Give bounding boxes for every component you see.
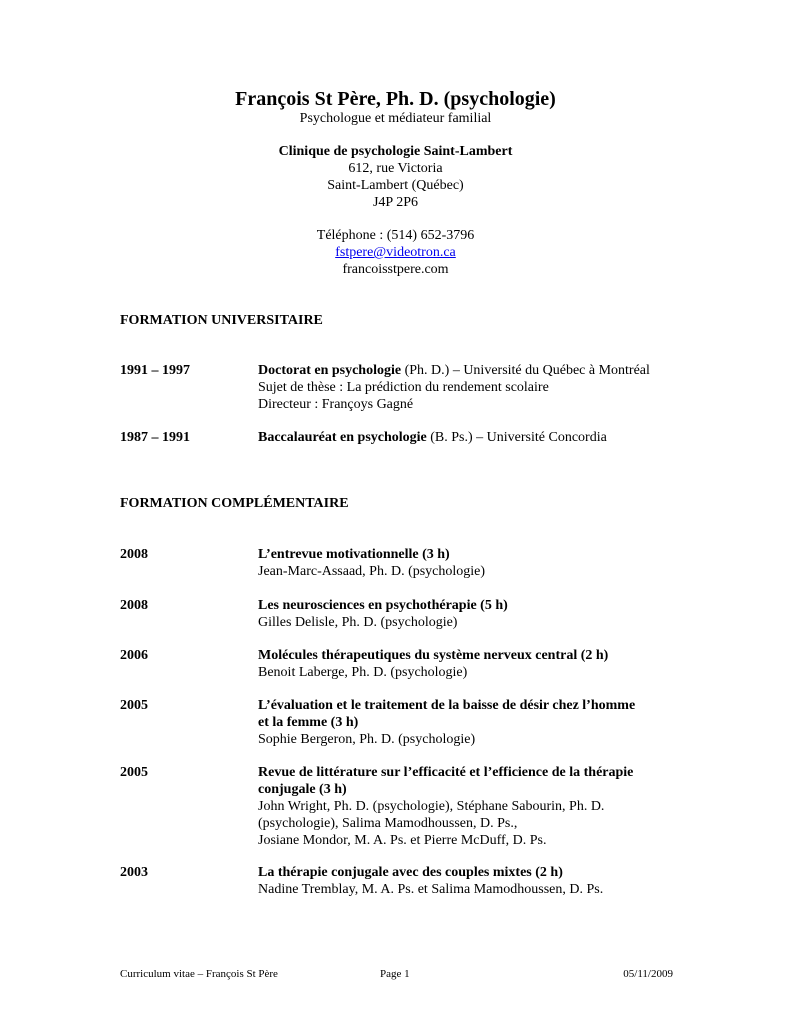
training-title: Molécules thérapeutiques du système nerveux central (2 h) xyxy=(258,648,609,663)
entry-description xyxy=(258,546,668,580)
training-instructor: Jean-Marc-Assaad, Ph. D. (psychologie) xyxy=(258,564,486,579)
training-instructor: Benoit Laberge, Ph. D. (psychologie) xyxy=(258,665,468,680)
clinic-name: Clinique de psychologie Saint-Lambert xyxy=(278,144,513,159)
entry-date: 2008 xyxy=(120,598,148,613)
training-title-line: conjugale (3 h) xyxy=(258,782,347,797)
footer-doc-title: Curriculum vitae – François St Père xyxy=(120,968,278,980)
section-heading-formation-universitaire: FORMATION UNIVERSITAIRE xyxy=(120,313,323,328)
degree-detail: (Ph. D.) – Université du Québec à Montréal xyxy=(401,363,650,378)
entry-date: 2006 xyxy=(120,648,148,663)
entry-date: 1987 – 1991 xyxy=(120,430,190,445)
clinic-postal: J4P 2P6 xyxy=(372,195,418,210)
degree-title: Baccalauréat en psychologie xyxy=(258,430,427,445)
cv-name: François St Père, Ph. D. (psychologie) xyxy=(235,88,556,110)
email-link[interactable]: fstpere@videotron.ca xyxy=(335,245,456,260)
website: francoisstpere.com xyxy=(342,262,449,277)
footer-date: 05/11/2009 xyxy=(623,968,673,980)
entry-description xyxy=(258,864,668,898)
entry-description xyxy=(258,362,668,413)
entry-description xyxy=(258,429,668,446)
section-heading-formation-complementaire: FORMATION COMPLÉMENTAIRE xyxy=(120,496,349,511)
entry-date: 2005 xyxy=(120,765,148,780)
training-title-line: et la femme (3 h) xyxy=(258,715,359,730)
training-instructor-line: (psychologie), Salima Mamodhoussen, D. Ps., xyxy=(258,816,518,831)
training-instructor-line: John Wright, Ph. D. (psychologie), Stéphane Sabourin, Ph. D. xyxy=(258,799,605,814)
training-title-line: L’évaluation et le traitement de la baisse de désir chez l’homme xyxy=(258,698,636,713)
thesis-director: Directeur : Françoys Gagné xyxy=(258,397,414,412)
phone-number: Téléphone : (514) 652-3796 xyxy=(316,228,475,243)
degree-title: Doctorat en psychologie xyxy=(258,363,402,378)
entry-description xyxy=(258,647,668,681)
entry-date: 2005 xyxy=(120,698,148,713)
email-line xyxy=(0,244,791,261)
training-title: L’entrevue motivationnelle (3 h) xyxy=(258,547,450,562)
training-instructor: Nadine Tremblay, M. A. Ps. et Salima Mamodhoussen, D. Ps. xyxy=(258,882,604,897)
entry-date: 2003 xyxy=(120,865,148,880)
training-title: La thérapie conjugale avec des couples mixtes (2 h) xyxy=(258,865,563,880)
training-instructor: Gilles Delisle, Ph. D. (psychologie) xyxy=(258,615,458,630)
entry-description xyxy=(258,597,668,631)
entry-date: 2008 xyxy=(120,547,148,562)
footer-page-number: Page 1 xyxy=(380,968,410,980)
training-title-line: Revue de littérature sur l’efficacité et l’efficience de la thérapie xyxy=(258,765,634,780)
entry-description xyxy=(258,764,668,849)
training-title: Les neurosciences en psychothérapie (5 h) xyxy=(258,598,508,613)
clinic-city: Saint-Lambert (Québec) xyxy=(327,178,464,193)
cv-subtitle: Psychologue et médiateur familial xyxy=(299,111,492,126)
entry-date: 1991 – 1997 xyxy=(120,363,190,378)
training-instructor-line: Josiane Mondor, M. A. Ps. et Pierre McDuff, D. Ps. xyxy=(258,833,547,848)
clinic-street: 612, rue Victoria xyxy=(348,161,443,176)
entry-description xyxy=(258,697,668,748)
thesis-subject: Sujet de thèse : La prédiction du rendement scolaire xyxy=(258,380,549,395)
training-instructor: Sophie Bergeron, Ph. D. (psychologie) xyxy=(258,732,476,747)
degree-detail: (B. Ps.) – Université Concordia xyxy=(426,430,607,445)
